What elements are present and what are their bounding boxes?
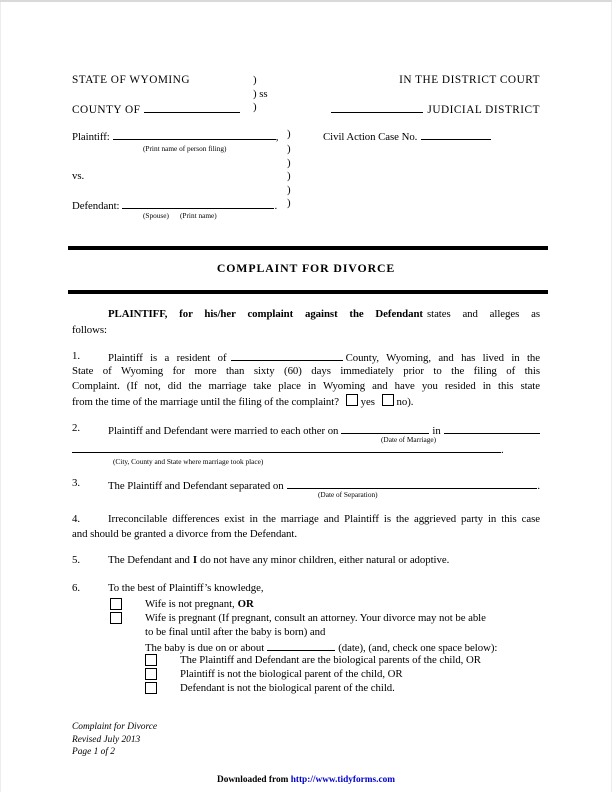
item5-line1 [72, 553, 540, 568]
item3-number: 3. [72, 477, 80, 489]
paren-mark: ) [287, 128, 291, 140]
not-pregnant-checkbox[interactable] [110, 598, 122, 610]
item4-line2: and should be granted a divorce from the Defendant. [72, 528, 298, 540]
defendant-line [72, 197, 277, 212]
residence-county-blank[interactable] [231, 349, 343, 361]
paren-mark: ) [287, 184, 291, 196]
item3-period: . [537, 480, 540, 492]
divider-rule-bottom [68, 290, 548, 294]
document-title: COMPLAINT FOR DIVORCE [216, 261, 396, 275]
paren-mark: ) [253, 101, 257, 113]
item5-i: I [192, 554, 198, 566]
separation-date-blank[interactable] [287, 477, 538, 489]
not-pregnant-text: Wife is not pregnant, [145, 598, 235, 610]
judicial-district-blank[interactable] [331, 101, 423, 113]
county-line [72, 101, 240, 116]
item-2 [72, 422, 540, 435]
intro-line1 [72, 306, 540, 322]
print-name-caption2: (Print name) [180, 211, 217, 220]
case-number-line [323, 128, 491, 143]
item1-line4 [72, 394, 540, 409]
case-number-label: Civil Action Case No. [323, 131, 418, 143]
item3-l1: The Plaintiff and Defendant separated on [108, 480, 284, 492]
item6-line1 [72, 581, 540, 596]
item6-pregnant-line2 [72, 625, 540, 639]
item6-option-pregnant [72, 611, 540, 625]
item5-a: The Defendant and [108, 554, 190, 566]
marriage-place-blank-2[interactable] [72, 441, 501, 453]
item1-l4a: from the time of the marriage until the filing of the complaint? [72, 396, 339, 408]
county-name-blank[interactable] [144, 101, 240, 113]
item1-l1b: County, Wyoming, and has lived in the [345, 352, 540, 364]
due-date-suffix: (date), (and, check one space below): [338, 642, 498, 654]
plaintiff-line [72, 128, 278, 143]
plaintiff-name-blank[interactable] [113, 128, 276, 140]
paren-mark: ) [253, 74, 257, 86]
marriage-place-blank-1[interactable] [444, 422, 540, 434]
item6-sub-option-2 [72, 667, 540, 681]
marriage-place-caption: (City, County and State where marriage took place) [113, 457, 264, 466]
item6-number: 6. [72, 582, 80, 594]
intro-rest: states and alleges as [426, 308, 540, 320]
paren-mark: ) [287, 143, 291, 155]
due-date-blank[interactable] [267, 639, 335, 651]
item4-line1 [72, 512, 540, 527]
marriage-date-blank[interactable] [341, 422, 429, 434]
item3-line1 [72, 477, 540, 490]
plaintiff-not-parent-text: Plaintiff is not the biological parent of the child, OR [180, 668, 403, 680]
document-footer [72, 721, 157, 759]
county-label: COUNTY OF [72, 104, 141, 116]
comma: , [275, 131, 279, 143]
item2-line2 [72, 441, 504, 456]
item5-number: 5. [72, 554, 80, 566]
item-6 [72, 581, 540, 697]
both-parents-text: The Plaintiff and Defendant are the biological parents of the child, OR [180, 654, 481, 666]
date-of-marriage-caption: (Date of Marriage) [381, 435, 437, 444]
item6-option-not-pregnant [72, 597, 540, 611]
item1-line3: Complaint. (If not, did the marriage take place in Wyoming and have you resided in this state [72, 380, 540, 392]
vs-label: vs. [72, 170, 85, 182]
pregnant-text-line1: Wife is pregnant (If pregnant, consult an attorney. Your divorce may not be able [145, 612, 486, 624]
paren-mark: ) [287, 170, 291, 182]
divider-rule-top [68, 246, 548, 250]
yes-label: yes [360, 396, 375, 408]
item5-c: do not have any minor children, either natural or adoptive. [200, 554, 450, 566]
item2-number: 2. [72, 422, 80, 434]
item2-in-word: in [432, 425, 441, 437]
plaintiff-label: Plaintiff: [72, 131, 110, 143]
item1-line2: State of Wyoming for more than sixty (60) days immediately prior to the filing of this [72, 365, 540, 377]
period: . [274, 200, 278, 212]
paren-mark: ) [287, 197, 291, 209]
due-date-prefix: The baby is due on or about [145, 642, 265, 654]
footer-page-number: Page 1 of 2 [72, 747, 115, 758]
spouse-caption: (Spouse) [143, 211, 169, 220]
or-bold: OR [237, 598, 254, 610]
pregnant-text-line2: to be final until after the baby is born) and [145, 626, 326, 638]
intro-line2: follows: [72, 324, 107, 336]
item2-period: . [501, 444, 504, 456]
item-4 [72, 512, 540, 542]
pregnant-checkbox[interactable] [110, 612, 122, 624]
item1-number: 1. [72, 350, 80, 362]
district-court-heading: IN THE DISTRICT COURT [399, 74, 540, 86]
state-of-wyoming-text: STATE OF WYOMING [72, 74, 190, 86]
item6-sub-option-3 [72, 681, 540, 695]
yes-checkbox[interactable] [346, 394, 358, 406]
judicial-district-label: JUDICIAL DISTRICT [427, 104, 540, 116]
intro-paragraph [72, 306, 540, 338]
item6-sub-option-1 [72, 653, 540, 667]
defendant-name-blank[interactable] [122, 197, 274, 209]
ss-marker: ) ss [253, 88, 268, 100]
download-attribution [0, 775, 612, 785]
no-checkbox[interactable] [382, 394, 394, 406]
item6-due-date-line [72, 639, 540, 653]
item2-l1: Plaintiff and Defendant were married to each other on [108, 425, 339, 437]
paren-mark: ) [287, 157, 291, 169]
plaintiff-not-parent-checkbox[interactable] [145, 668, 157, 680]
footer-revision: Revised July 2013 [72, 734, 141, 745]
item6-l1: To the best of Plaintiff’s knowledge, [108, 582, 264, 594]
item-3 [72, 477, 540, 490]
download-prefix: Downloaded from [216, 775, 289, 785]
date-of-separation-caption: (Date of Separation) [318, 490, 378, 499]
item4-l1: Irreconcilable differences exist in the marriage and Plaintiff is the aggrieved party in this case [108, 513, 540, 525]
case-number-blank[interactable] [421, 128, 491, 140]
intro-bold: PLAINTIFF, for his/her complaint against the Defendant [108, 308, 423, 320]
item1-l1a: Plaintiff is a resident of [108, 352, 227, 364]
no-label: no). [396, 396, 414, 408]
item-1 [72, 349, 540, 409]
footer-form-name: Complaint for Divorce [72, 722, 158, 732]
item2-line1 [72, 422, 540, 435]
print-name-caption: (Print name of person filing) [143, 144, 227, 153]
item-5 [72, 553, 540, 568]
defendant-not-parent-checkbox[interactable] [145, 682, 157, 694]
item4-number: 4. [72, 513, 80, 525]
defendant-label: Defendant: [72, 200, 120, 212]
defendant-not-parent-text: Defendant is not the biological parent of the child. [180, 682, 395, 694]
both-parents-checkbox[interactable] [145, 654, 157, 666]
tidyforms-link[interactable]: http://www.tidyforms.com [290, 775, 396, 785]
option-text [72, 597, 540, 611]
item1-line1 [72, 349, 540, 364]
judicial-district-line [331, 101, 540, 116]
